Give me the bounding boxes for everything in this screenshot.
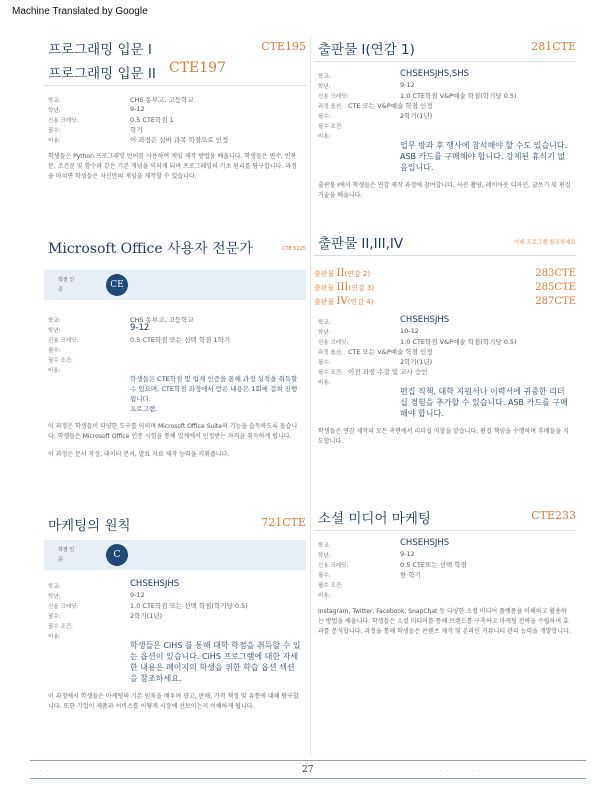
field-label: 신용 크레딧: [48,118,79,124]
sub-course-code: 287CTE [535,296,576,307]
course-code-2: CTE197 [169,60,226,76]
field-value: 0.5 CTE학점 1 [130,116,174,124]
sub-course-row [314,280,576,294]
field-value: 9-12 [130,323,150,333]
page-number: 27 [302,765,314,775]
course-code: CTE 5225 [281,246,306,252]
course-fields [44,94,306,144]
field-label: 필수 조건: [48,624,73,630]
course-fields [314,70,576,140]
field-value: CHSEHSJHS,SHS [400,69,470,79]
certification-panel [44,270,306,300]
sub-course-roman: II [336,268,345,279]
course-description: Instagram, Twitter, Facebook, SnapChat 등 다양한 소셜 미디어 플랫폼을 이해하고 활용하는 방법을 배웁니다. 학생들은 소셜 미디어를 통해 브랜드를 구축하고 마케팅 전략을 수립하며 효과를 분석합니다. 과정을 통해 학생들은 콘텐츠 제작 및 온라인 커뮤니티 관리 능력을 개발합니다. [318,608,571,635]
field-value: CHSEHSJHS [130,579,180,589]
field-label: 필수: [48,614,61,620]
field-label: 과정 옵션: [318,104,343,110]
field-label: 비용: [318,380,331,386]
field-label: 학교: [48,98,61,104]
field-value: 이전 과정 수강 및 교사 승인 [348,368,428,376]
field-label: 필수 조건: [318,370,343,376]
field-label: 학년: [318,553,331,559]
field-label: 학년: [48,594,61,600]
course-title: 출판물 II,III,IV [318,236,404,252]
field-value: CTE 또는 V&P예술 학점 인정 [348,348,433,356]
field-label: 신용 크레딧: [48,338,79,344]
field-label: 신용 크레딧: [318,340,349,346]
course-marketing-principles [44,510,306,712]
right-column [314,34,576,637]
field-value: 1.0 CTE학점 V&P예술 학점(학기당 0.5) [400,92,517,100]
sub-course-row [314,294,576,308]
field-value: 9-12 [130,591,145,599]
field-label: 필수: [318,114,331,120]
field-label: 신용 크레딧: [318,94,349,100]
course-description: 이 과정은 학생들이 다양한 도구를 익히며 Microsoft Office Suite의 기능을 습득하도록 돕습니다. 학생들은 Microsoft Office 인증 시험을 통해 업계에서 인정받는 자격을 취득하게 됩니다. [48,423,298,440]
field-value: 0.5 CTE또는 선택 학점 [400,561,467,569]
sub-course-code: 283CTE [535,268,576,279]
sub-course-list [314,266,576,308]
field-label: 필수 조건: [318,124,343,130]
course-description: 출판물 I에서 학생들은 연감 제작 과정에 참여합니다. 사진 촬영, 레이아웃 디자인, 글쓰기 및 편집 기술을 배웁니다. [318,182,571,199]
panel-label: 학점 인증 [58,547,75,563]
course-note-link: 아래 프로그램 참조하세요 [514,240,576,246]
sub-course-year: (연감 3) [348,284,375,292]
course-intro-programming [44,34,306,224]
course-note-2: 프로그램. [130,405,158,413]
field-label: 학년: [48,328,61,334]
column-divider [310,36,311,756]
divider [314,255,576,256]
sub-course-label: 출판물 [314,298,335,306]
sub-course-year: (연감 4) [347,298,374,306]
course-description-2: 이 과정은 문서 작성, 데이터 분석, 발표 자료 제작 능력을 키워줍니다. [48,451,230,458]
sub-course-label: 출판물 [314,284,335,292]
sub-course-label: 출판물 [314,270,335,278]
certification-badge-icon: C [106,544,128,566]
field-value: 9-12 [400,81,415,89]
field-label: 과정 옵션: [318,350,343,356]
course-fields [314,539,576,599]
certification-badge-icon: CE [106,274,128,296]
field-label: 학교: [318,74,331,80]
divider [44,85,306,86]
field-label: 비용: [318,593,331,599]
course-code: CTE195 [261,40,306,53]
field-value: 한 학기 [400,571,421,579]
sub-course-code: 285CTE [535,282,576,293]
left-column [44,34,306,712]
sub-course-roman: III [336,282,349,293]
sub-course-row [314,266,576,280]
sub-course-roman: IV [336,296,348,307]
divider [314,530,576,531]
field-label: 학년: [318,84,331,90]
field-label: 학교: [48,318,61,324]
course-fields [44,580,306,640]
field-label: 비용: [48,634,61,640]
field-label: 필수: [318,573,331,579]
field-label: 학년: [48,108,61,114]
field-value: 학기 [130,126,143,134]
sub-course-year: (연감 2) [344,270,371,278]
field-value: CTE 또는 V&P예술 학점 인정 [348,102,433,110]
footer-rule-2 [30,778,586,779]
course-description: 학생들은 Python 프로그래밍 언어를 사용하여 게임 제작 방법을 배웁니다. 학생들은 변수, 반복문, 조건문 및 함수와 같은 기본 개념을 익히게 되며 프로그래밍의 기초 원리를 탐구합니다. 과정을 마치면 학생들은 자신만의 게임을 제작할 수 있습니다. [48,153,297,180]
course-title: 출판물 I(연감 1) [318,42,415,58]
field-value: 1.0 CTE학점 V&P예술 학점(학기당 0.5) [400,338,517,346]
course-description: 학생들은 연감 제작의 모든 측면에서 리더십 역할을 맡습니다. 편집 책임을 수행하며 후배들을 지도합니다. [318,428,569,445]
course-title-2: 프로그래밍 입문 II [48,66,156,82]
field-value: CHSEHSJHS [400,315,450,325]
field-label: 필수 조건: [48,358,73,364]
course-yearbook-1 [314,34,576,224]
field-value: 0.5 CTE학점 또는 선택 학점 1학기 [130,336,231,344]
field-label: 학교: [318,543,331,549]
field-value: CHS 동부고, 고등학교 [130,96,194,104]
footer-left-text: · · · · · · [40,768,76,773]
course-title: 소셜 미디어 마케팅 [318,511,431,527]
course-yearbook-2-4 [314,228,576,493]
field-value: 2학기(1년) [130,612,163,620]
course-fields [314,316,576,386]
course-code: 281CTE [531,40,576,53]
course-note: 학생들은 CTE학점 및 업계 인증을 통해 과정 성적을 취득할 수 있으며, CTE학점 과정에서 얻은 내용은 1회에 걸쳐 진행됩니다. [130,375,298,403]
field-label: 학년: [318,330,331,336]
course-social-media-marketing [314,503,576,637]
course-note: 업무 방과 후 행사에 참석해야 할 수도 있습니다. ASB 카드를 구매해야 합니다. 강제된 휴식기 없음입니다. [400,141,568,172]
course-note: 편집 직책, 대학 지원서나 이력서에 귀중한 리더십 경험을 추가할 수 있습니다. ASB 카드를 구매해야 합니다. [400,387,568,418]
field-value: CHS 동부고, 고등학교 [130,316,194,324]
panel-label: 학점 인증 [58,277,75,293]
course-title: 마케팅의 원칙 [48,518,131,534]
machine-translated-banner: Machine Translated by Google [12,6,148,17]
field-label: 필수: [48,348,61,354]
field-label: 비용: [48,138,61,144]
field-label: 비용: [318,134,331,140]
field-value: CHSEHSJHS [400,538,450,548]
field-label: 학교: [48,584,61,590]
field-value: 2학기(1년) [400,358,433,366]
course-code: 721CTE [261,516,306,529]
field-label: 필수 조건: [318,583,343,589]
field-label: 학교: [318,320,331,326]
field-value: 9-12 [130,105,145,113]
field-label: 필수: [48,128,61,134]
course-note: 학생들은 CiHS 를 통해 대학 학점을 취득할 수 있는 옵션이 있습니다. CiHS 프로그램에 대한 자세한 내용은 페이지의 학생을 위한 학습 옵션 섹션을 참조하세요. [130,641,301,683]
course-description: 이 과정에서 학생들은 마케팅의 기본 원칙을 배우며 광고, 판매, 가격 책정 및 유통에 대해 탐구합니다. 또한 기업이 제품과 서비스를 어떻게 시장에 선보이는지 이해하게 됩니다. [48,693,299,710]
course-fields [44,314,306,374]
field-value: 1.0 CTE학점 또는 선택 학점(학기당 0.5) [130,602,248,610]
course-title: 프로그래밍 입문 I [48,42,152,58]
field-value: 이 과정은 실버 과목 학점으로 인정 [130,136,229,144]
field-label: 비용: [48,368,61,374]
divider [314,61,576,62]
field-label: 필수: [318,360,331,366]
field-value: 2학기(1년) [400,112,433,120]
field-label: 신용 크레딧: [318,563,349,569]
field-label: 신용 크레딧: [48,604,79,610]
footer-rule [30,760,586,761]
course-code: CTE233 [531,509,576,522]
certification-panel [44,540,306,570]
footer-right-text: · · · · · · · · · · · [440,768,509,773]
field-value: 10-12 [400,327,419,335]
course-ms-office [44,234,306,504]
course-title: Microsoft Office 사용자 전문가 [48,241,253,257]
field-value: 9-12 [400,550,415,558]
